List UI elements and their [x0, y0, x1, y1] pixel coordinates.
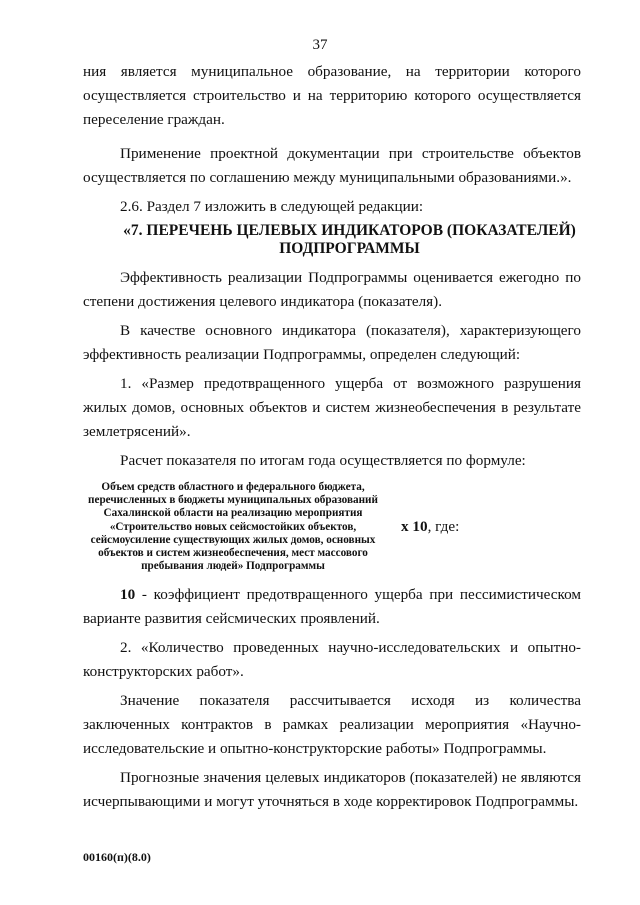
formula-suffix: , где: [427, 518, 460, 536]
formula-numerator: Объем средств областного и федерального бюджета, перечисленных в бюджеты муниципальных образований Сахалинской области на реализацию мероприятия «Строительство новых сейсмостойких объектов, сейсмоусиление существующих жилых домов, основных объектов и систем жизнеобеспечения, мест массового пребывания людей» Подпрограммы [88, 481, 378, 573]
paragraph: Значение показателя рассчитывается исходя из количества заключенных контрактов в рамках реализации мероприятия «Научно-исследовательские и опытно-конструкторские работы» Подпрограммы. [83, 692, 581, 758]
section-heading: «7. ПЕРЕЧЕНЬ ЦЕЛЕВЫХ ИНДИКАТОРОВ (ПОКАЗАТЕЛЕЙ) ПОДПРОГРАММЫ [123, 222, 576, 257]
paragraph: 2.6. Раздел 7 изложить в следующей редакции: [120, 198, 424, 215]
document-code: 00160(п)(8.0) [83, 850, 151, 864]
paragraph: 2. «Количество проведенных научно-исследовательских и опытно-конструкторских работ». [83, 639, 581, 681]
paragraph: Прогнозные значения целевых индикаторов (показателей) не являются исчерпывающими и могут уточняться в ходе корректировок Подпрограммы. [83, 769, 581, 811]
paragraph: Эффективность реализации Подпрограммы оценивается ежегодно по степени достижения целевого индикатора (показателя). [83, 269, 581, 310]
paragraph: ния является муниципальное образование, на территории которого осуществляется строительство и на территорию которого осуществляется переселение граждан. [83, 63, 581, 128]
paragraph: Применение проектной документации при строительстве объектов осуществляется по соглашению между муниципальными образованиями.». [83, 145, 581, 186]
paragraph: В качестве основного индикатора (показателя), характеризующего эффективность реализации Подпрограммы, определен следующий: [83, 322, 581, 363]
paragraph [83, 583, 581, 631]
formula [83, 481, 581, 573]
coefficient-value: 10 [120, 586, 136, 604]
formula-multiplier: х 10 [401, 518, 428, 536]
paragraph: Расчет показателя по итогам года осуществляется по формуле: [120, 452, 526, 469]
paragraph: 1. «Размер предотвращенного ущерба от возможного разрушения жилых домов, основных объектов и систем жизнеобеспечения в результате землетрясений». [83, 375, 581, 440]
formula-multiplier-row [401, 515, 459, 539]
coefficient-description: - коэффициент предотвращенного ущерба при пессимистическом варианте развития сейсмических проявлений. [83, 586, 581, 628]
document-body [83, 60, 581, 814]
page-number: 37 [312, 37, 328, 53]
